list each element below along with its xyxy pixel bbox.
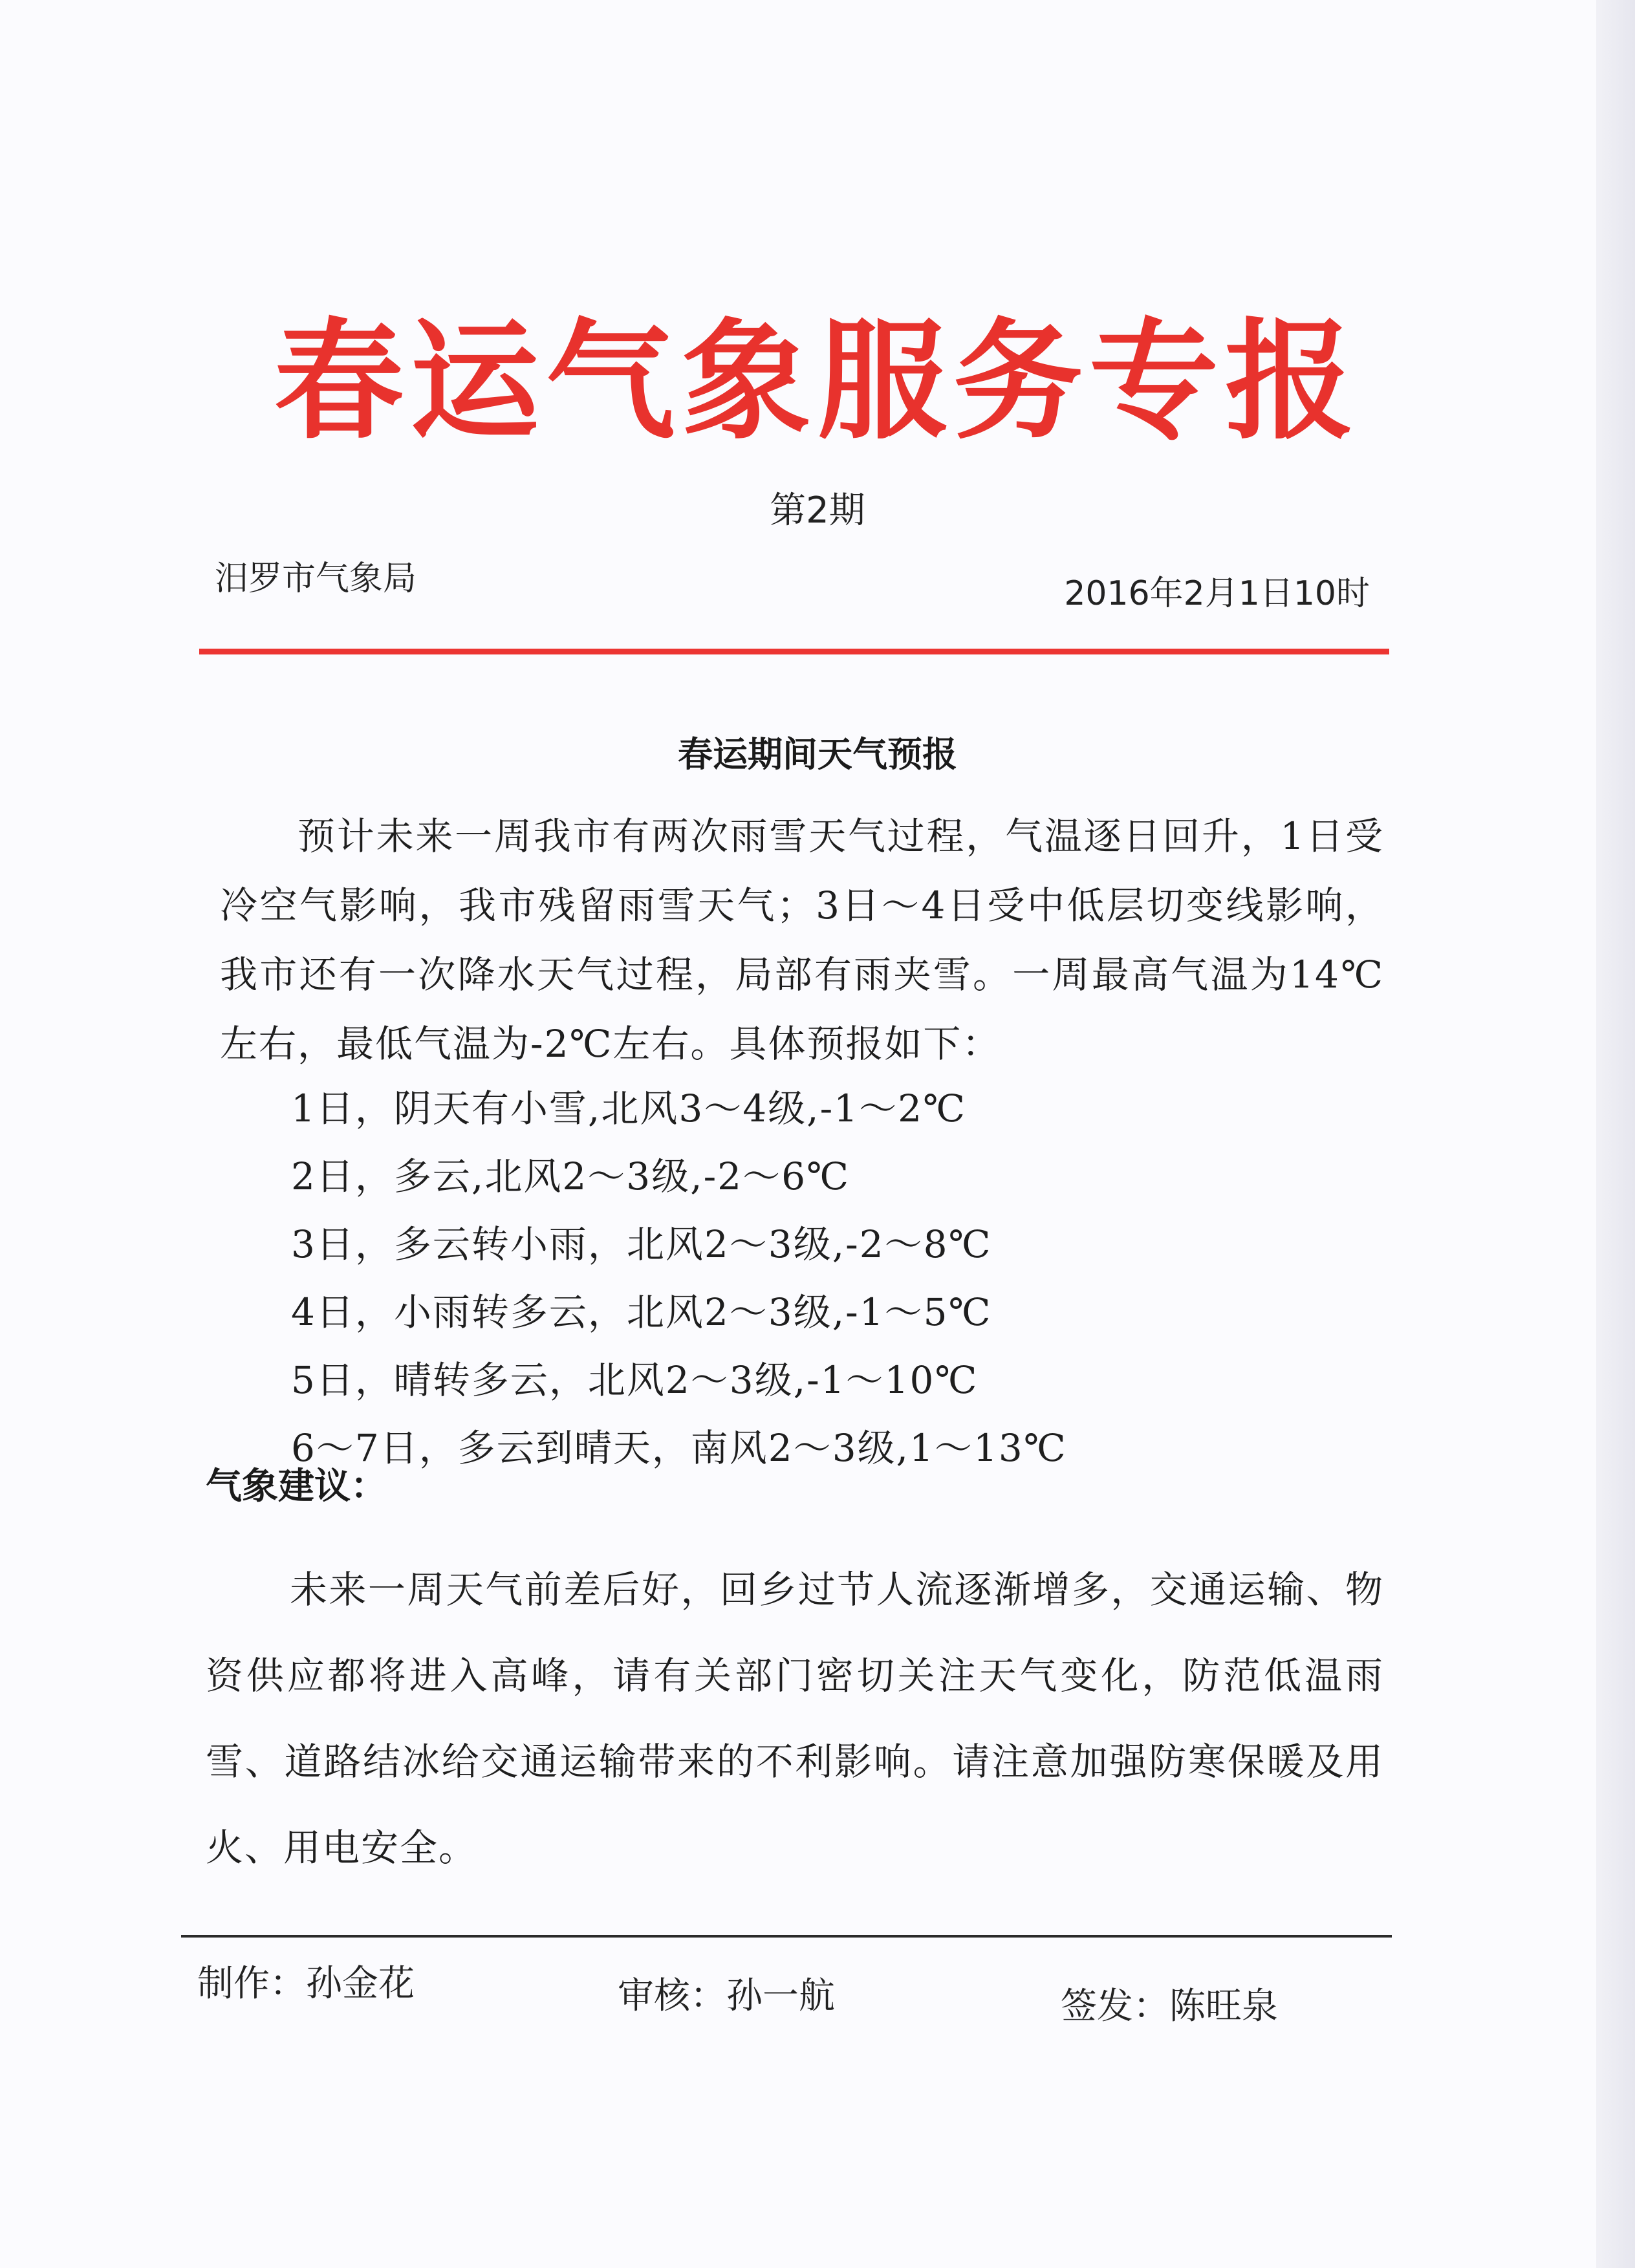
forecast-item: 2日，多云,北风2～3级,-2～6℃ — [291, 1154, 850, 1198]
issue-number: 第2期 — [770, 490, 865, 532]
advice-heading: 气象建议： — [206, 1465, 387, 1507]
producer-signature: 制作：孙金花 — [197, 1963, 415, 2005]
advice-paragraph: 未来一周天气前差后好，回乡过节人流逐渐增多，交通运输、物资供应都将进入高峰，请有关部门密切关注天气变化，防范低温雨雪、道路结冰给交通运输带来的不利影响。请注意加强防寒保暖及用火、用电安全。 — [206, 1568, 1384, 1870]
bulletin-masthead-title: 春运气象服务专报 — [274, 305, 1361, 457]
signer-signature: 签发：陈旺泉 — [1061, 1985, 1278, 2027]
forecast-item: 6～7日，多云到晴天，南风2～3级,1～13℃ — [291, 1426, 1067, 1470]
forecast-item: 4日，小雨转多云，北风2～3级,-1～5℃ — [291, 1290, 992, 1334]
header-red-divider — [199, 649, 1389, 654]
issue-date: 2016年2月1日10时 — [1064, 574, 1370, 613]
forecast-section-title: 春运期间天气预报 — [678, 734, 957, 775]
reviewer-signature: 审核：孙一航 — [618, 1975, 835, 2017]
footer-divider — [181, 1935, 1392, 1938]
forecast-item: 5日，晴转多云，北风2～3级,-1～10℃ — [291, 1358, 979, 1402]
forecast-item: 3日，多云转小雨，北风2～3级,-2～8℃ — [291, 1222, 992, 1266]
daily-forecast-list — [291, 1075, 1067, 1482]
issuing-agency: 汨罗市气象局 — [215, 559, 417, 598]
forecast-item: 1日，阴天有小雪,北风3～4级,-1～2℃ — [291, 1086, 966, 1130]
forecast-summary-paragraph: 预计未来一周我市有两次雨雪天气过程，气温逐日回升，1日受冷空气影响，我市残留雨雪天气；3日～4日受中低层切变线影响，我市还有一次降水天气过程，局部有雨夹雪。一周最高气温为14℃左右，最低气温为-2℃左右。具体预报如下： — [220, 814, 1384, 1066]
